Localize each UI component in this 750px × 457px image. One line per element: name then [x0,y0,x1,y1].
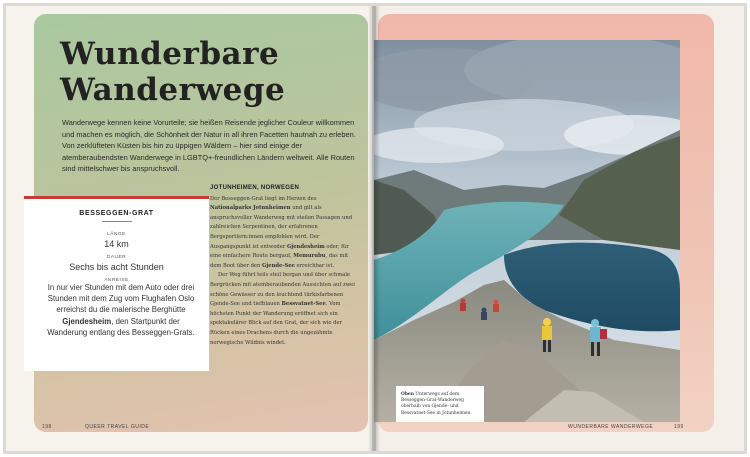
length-label: LÄNGE [107,232,126,237]
caption-text: Unterwegs auf dem Besseggen-Grat-Wanderweg oberhalb von Gjende- und Bessvatnet-See in Jotunheimen. [401,392,472,416]
arrival-text-end: , den Startpunkt der Wanderung entlang des Besseggen-Grats. [47,316,195,337]
arrival-description [45,282,197,338]
right-folio-number: 199 [674,424,684,430]
duration-label: DAUER [106,255,127,260]
length-value: 14 km [104,239,129,249]
intro-paragraph: Wanderwege kennen keine Vorurteile; sie heißen Reisende jeglicher Couleur willkommen und machen es möglich, die Schönheit der Natur in all ihren Facetten hautnah zu erleben. Von zerklüfteten Küsten bis hin zu üppigen Wäldern – hier sind einige der atemberaubendsten Wanderwege in LGBTQ+-freundlichen Ländern weltweit. Alle Routen sind mittelschwer bis anspruchsvoll. [62,118,356,173]
arrival-bold: Gjendesheim [62,316,112,326]
arrival-text: In nur vier Stunden mit dem Auto oder drei Stunden mit dem Zug vom Flughafen Oslo erreichst du die malerische Berghütte [47,283,195,315]
mountain-landscape-image [374,40,680,422]
photo-caption [396,386,484,422]
title-line-2: Wanderwege [60,72,286,108]
left-folio-title: QUEER TRAVEL GUIDE [85,424,150,430]
box-divider [102,221,132,222]
arrival-label: ANREISE [104,278,129,283]
duration-value: Sechs bis acht Stunden [69,262,164,272]
book-gutter [368,6,380,451]
hiking-photo [374,40,680,422]
trail-name: BESSEGGEN-GRAT [79,210,154,217]
section-subtitle: JOTUNHEIMEN, NORWEGEN [210,185,300,191]
caption-bold: Oben [401,392,414,397]
body-column [210,184,358,348]
page-title [60,36,350,108]
left-folio-number: 198 [42,424,52,430]
body-paragraph-1: Der Besseggen-Grat liegt im Herzen des Nationalparks Jotunheimen und gilt als anspruchsvoller Wanderweg mit steilen Passagen und zahlreichen Serpentinen, der erfahrenen Bergsportlern:innen empfohlen wird. Der Ausgangspunkt ist entweder Gjendesheim oder, für eine einfachere Route bergauf, Memurubu, das mit dem Boot über den Gjende-See erreichbar ist. [210,195,353,269]
title-line-1: Wunderbare [60,36,280,72]
right-folio-title: WUNDERBARE WANDERWEGE [568,424,654,430]
body-paragraph-2: Der Weg führt teils steil bergan und über schmale Bergrücken mit atemberaubenden Aussichten auf zwei schöne Gewässer zu den leuchtend türkisfarbenen Gjende-See und tiefblauen Bessvatnet-See. Vom höchsten Punkt der Wanderung eröffnet sich ein spektakulärer Blick auf den Grat, der sich wie der Rücken eines Drachens durch die ungezähmte norwegische Wildnis windet. [210,272,355,346]
